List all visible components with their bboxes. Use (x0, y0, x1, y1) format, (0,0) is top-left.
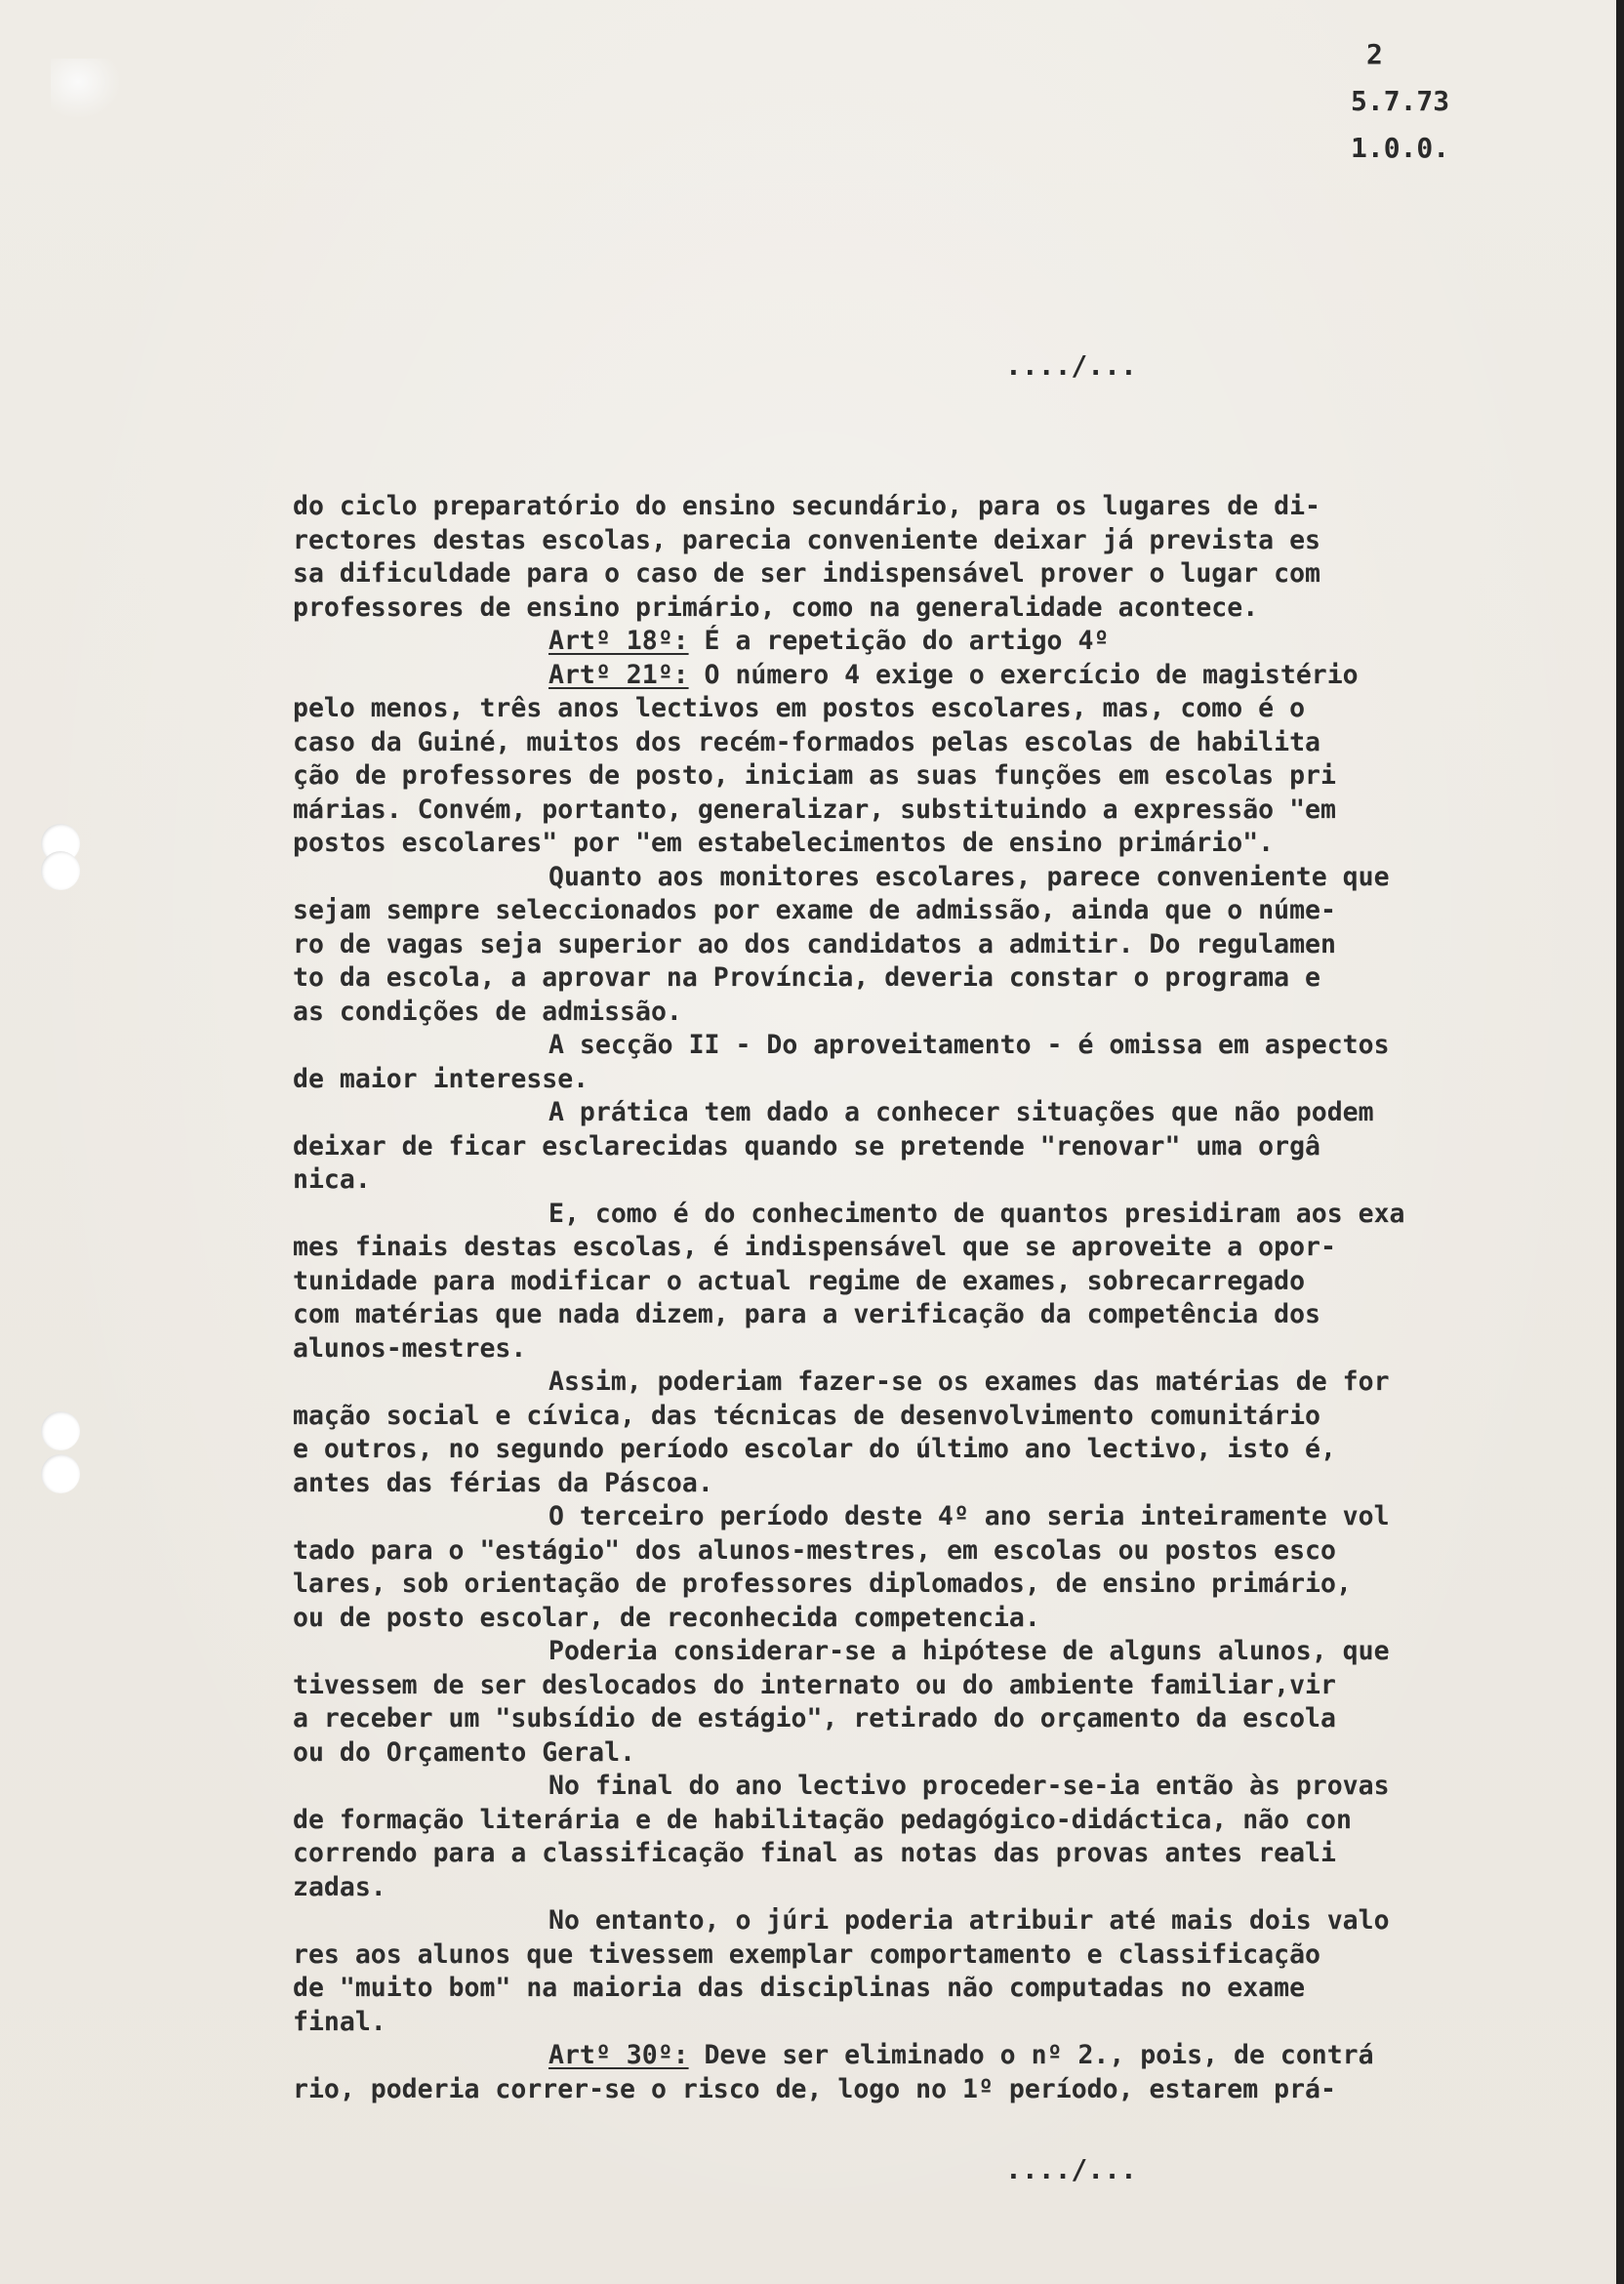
text-line (293, 961, 1581, 996)
text-line (293, 692, 1581, 726)
line-text: do ciclo preparatório do ensino secundário, para os lugares de di- (293, 491, 1320, 521)
text-line (293, 1163, 1581, 1198)
text-line (293, 1366, 1581, 1400)
line-text: sa dificuldade para o caso de ser indispensável prover o lugar com (293, 558, 1320, 589)
text-line (293, 996, 1581, 1030)
continuation-mark-bottom: ..../... (1005, 2153, 1137, 2185)
text-line (293, 1669, 1581, 1703)
document-reference: 1.0.0. (1351, 132, 1450, 164)
line-text: Assim, poderiam fazer-se os exames das matérias de for (548, 1366, 1390, 1397)
document-date: 5.7.73 (1351, 85, 1450, 117)
line-text: Poderia considerar-se a hipótese de alguns alunos, que (548, 1636, 1390, 1666)
line-text: márias. Convém, portanto, generalizar, substituindo a expressão "em (293, 794, 1336, 825)
line-text: final. (293, 2006, 386, 2037)
text-line (293, 557, 1581, 591)
text-line (293, 1904, 1581, 1938)
line-text: ou do Orçamento Geral. (293, 1736, 635, 1768)
text-line (293, 659, 1581, 693)
line-text: tivessem de ser deslocados do internato ou do ambiente familiar,vir (293, 1669, 1336, 1700)
article-label: Artº 30º: (548, 2040, 689, 2070)
line-text: mes finais destas escolas, é indispensável que se aproveite a opor- (293, 1232, 1336, 1262)
line-text: rio, poderia correr-se o risco de, logo no 1º período, estarem prá- (293, 2073, 1336, 2104)
line-text: rectores destas escolas, parecia conveniente deixar já prevista es (293, 524, 1320, 555)
punch-hole-bottom-2 (41, 1454, 80, 1493)
line-text: sejam sempre seleccionados por exame de admissão, ainda que o núme- (293, 895, 1336, 925)
text-line (293, 1534, 1581, 1569)
line-text: antes das férias da Páscoa. (293, 1467, 713, 1498)
line-text: É a repetição do artigo 4º (688, 626, 1110, 656)
line-text: as condições de admissão. (293, 996, 682, 1027)
line-text: correndo para a classificação final as notas das provas antes reali (293, 1838, 1336, 1868)
text-line (293, 1130, 1581, 1164)
page-edge-shadow (1616, 0, 1624, 2284)
document-header (1351, 31, 1546, 172)
line-text: ro de vagas seja superior ao dos candidatos a admitir. Do regulamen (293, 928, 1336, 959)
continuation-mark-top: ..../... (1005, 349, 1137, 382)
text-line (293, 894, 1581, 928)
line-text: mação social e cívica, das técnicas de desenvolvimento comunitário (293, 1400, 1320, 1431)
text-line (293, 1635, 1581, 1669)
text-line (293, 1332, 1581, 1366)
text-line (293, 2039, 1581, 2073)
text-line (293, 726, 1581, 760)
line-text: A secção II - Do aproveitamento - é omissa em aspectos (548, 1030, 1390, 1060)
text-line (293, 759, 1581, 794)
line-text: nica. (293, 1164, 371, 1195)
page-number: 2 (1366, 38, 1383, 70)
line-text: caso da Guiné, muitos dos recém-formados pelas escolas de habilita (293, 726, 1320, 757)
text-line (293, 1400, 1581, 1434)
line-text: postos escolares" por "em estabelecimentos de ensino primário". (293, 828, 1275, 858)
text-line (293, 1804, 1581, 1838)
line-text: tunidade para modificar o actual regime de exames, sobrecarregado (293, 1265, 1306, 1296)
body-text (293, 490, 1581, 2106)
text-line (293, 1736, 1581, 1771)
line-text: zadas. (293, 1871, 386, 1902)
line-text: deixar de ficar esclarecidas quando se pretende "renovar" uma orgâ (293, 1130, 1320, 1162)
text-line (293, 1298, 1581, 1332)
line-text: de maior interesse. (293, 1063, 589, 1094)
line-text: No final do ano lectivo proceder-se-ia então às provas (548, 1771, 1390, 1801)
article-label: Artº 18º: (548, 626, 689, 656)
text-line (293, 1029, 1581, 1063)
text-line (293, 1500, 1581, 1534)
text-line (293, 1433, 1581, 1467)
punch-hole-top-2 (41, 851, 80, 890)
text-line (293, 1972, 1581, 2006)
line-text: pelo menos, três anos lectivos em postos escolares, mas, como é o (293, 693, 1306, 723)
text-line (293, 1770, 1581, 1804)
line-text: A prática tem dado a conhecer situações que não podem (548, 1097, 1374, 1127)
punch-hole-bottom-1 (41, 1411, 80, 1450)
text-line (293, 1063, 1581, 1097)
line-text: E, como é do conhecimento de quantos presidiram aos exa (548, 1198, 1405, 1229)
text-line (293, 1837, 1581, 1871)
text-line (293, 2073, 1581, 2107)
line-text: ção de professores de posto, iniciam as suas funções em escolas pri (293, 760, 1336, 791)
text-line (293, 1265, 1581, 1299)
line-text: O número 4 exige o exercício de magistério (688, 659, 1359, 690)
line-text: de "muito bom" na maioria das disciplinas não computadas no exame (293, 1973, 1306, 2003)
line-text: e outros, no segundo período escolar do último ano lectivo, isto é, (293, 1434, 1336, 1464)
text-line (293, 1198, 1581, 1232)
line-text: to da escola, a aprovar na Província, deveria constar o programa e (293, 962, 1320, 993)
text-line (293, 1702, 1581, 1736)
line-text: O terceiro período deste 4º ano seria inteiramente vol (548, 1501, 1390, 1531)
text-line (293, 1871, 1581, 1905)
text-line (293, 1231, 1581, 1265)
line-text: alunos-mestres. (293, 1332, 527, 1364)
line-text: tado para o "estágio" dos alunos-mestres, em escolas ou postos esco (293, 1534, 1336, 1566)
line-text: res aos alunos que tivessem exemplar comportamento e classificação (293, 1938, 1320, 1970)
text-line (293, 2006, 1581, 2040)
line-text: No entanto, o júri poderia atribuir até mais dois valo (548, 1905, 1390, 1936)
torn-corner-mark (51, 59, 119, 117)
line-text: a receber um "subsídio de estágio", retirado do orçamento da escola (293, 1703, 1336, 1733)
article-label: Artº 21º: (548, 659, 689, 690)
line-text: ou de posto escolar, de reconhecida competencia. (293, 1602, 1040, 1633)
line-text: de formação literária e de habilitação pedagógico-didáctica, não con (293, 1804, 1352, 1835)
text-line (293, 1568, 1581, 1602)
text-line (293, 827, 1581, 861)
text-line (293, 1602, 1581, 1636)
line-text: lares, sob orientação de professores diplomados, de ensino primário, (293, 1569, 1352, 1599)
text-line (293, 794, 1581, 828)
text-line (293, 1938, 1581, 1973)
line-text: professores de ensino primário, como na generalidade acontece. (293, 591, 1259, 623)
text-line (293, 861, 1581, 895)
text-line (293, 928, 1581, 962)
text-line (293, 490, 1581, 524)
line-text: com matérias que nada dizem, para a verificação da competência dos (293, 1299, 1320, 1329)
line-text: Quanto aos monitores escolares, parece conveniente que (548, 861, 1390, 892)
text-line (293, 625, 1581, 659)
line-text: Deve ser eliminado o nº 2., pois, de contrá (688, 2040, 1374, 2070)
text-line (293, 1096, 1581, 1130)
text-line (293, 524, 1581, 558)
text-line (293, 591, 1581, 626)
text-line (293, 1467, 1581, 1501)
